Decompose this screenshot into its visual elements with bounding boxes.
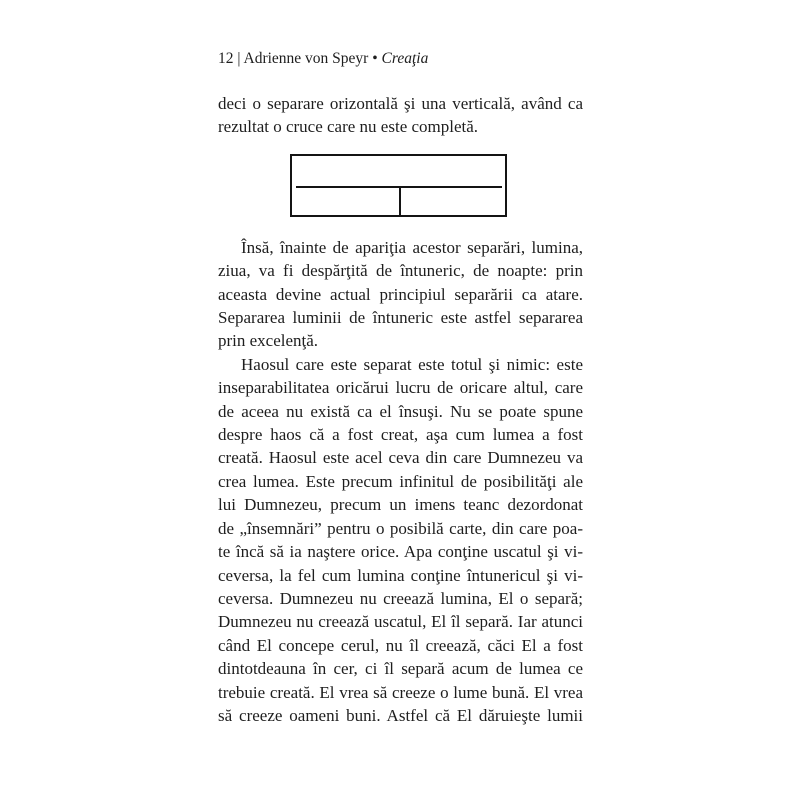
figure-vertical-line — [399, 187, 401, 215]
author-name: Adrienne von Speyr — [243, 50, 369, 67]
book-title: Creaţia — [381, 50, 429, 67]
text-line: ceversa, la fel cum lumina conţine întunericul şi vi- — [218, 565, 583, 585]
text-line: crea lumea. Este precum infinitul de posibilităţi ale — [218, 471, 583, 491]
text-line: ceversa. Dumnezeu nu creează lumina, El o separă; — [218, 588, 583, 608]
text-line: inseparabilitatea oricărui lucru de oricare altul, care — [218, 378, 583, 398]
text-line: aceasta devine actual principiul separării ca atare. — [218, 284, 583, 304]
text-line: rezultat o cruce care nu este completă. — [218, 117, 479, 137]
text-line: lui Dumnezeu, precum un imens teanc dezordonat — [218, 495, 583, 515]
text-line: Dumnezeu nu creează uscatul, El îl separă. Iar atunci — [218, 612, 583, 632]
text-line: când El concepe cerul, nu îl creează, căci El a fost — [218, 635, 583, 655]
text-line: prin excelenţă. — [218, 331, 319, 351]
paragraph — [218, 92, 583, 139]
text-line: te încă să ia naştere orice. Apa conţine uscatul şi vi- — [218, 542, 583, 562]
text-line: deci o separare orizontală şi una verticală, având ca — [218, 94, 583, 113]
text-line: de „însemnări” pentru o posibilă carte, din care poa- — [218, 518, 583, 538]
paragraph — [218, 353, 583, 728]
text-line: Haosul care este separat este totul şi nimic: este — [241, 354, 583, 374]
incomplete-cross-figure — [290, 154, 507, 217]
text-line: să creeze oameni buni. Astfel că El dăruieşte lumii — [218, 705, 583, 725]
text-line: ziua, va fi despărţită de întuneric, de noapte: prin — [218, 261, 583, 281]
text-line: dintotdeauna în cer, ci îl separă acum de lumea ce — [218, 659, 583, 679]
paragraph — [218, 236, 583, 353]
text-line: trebuie creată. El vrea să creeze o lume bună. El vrea — [218, 682, 583, 702]
running-header — [218, 50, 583, 68]
header-bullet: • — [372, 50, 378, 67]
text-line: de aceea nu există ca el însuşi. Nu se poate spune — [218, 401, 583, 421]
header-separator: | — [237, 50, 241, 67]
text-line: Separarea luminii de întuneric este astfel separarea — [218, 308, 583, 328]
page-number: 12 — [218, 50, 234, 67]
text-line: creată. Haosul este acel ceva din care Dumnezeu va — [218, 448, 583, 468]
text-line: Însă, înainte de apariţia acestor separări, lumina, — [241, 237, 583, 257]
text-column — [218, 50, 583, 727]
text-line: despre haos că a fost creat, aşa cum lumea a fost — [218, 425, 583, 445]
